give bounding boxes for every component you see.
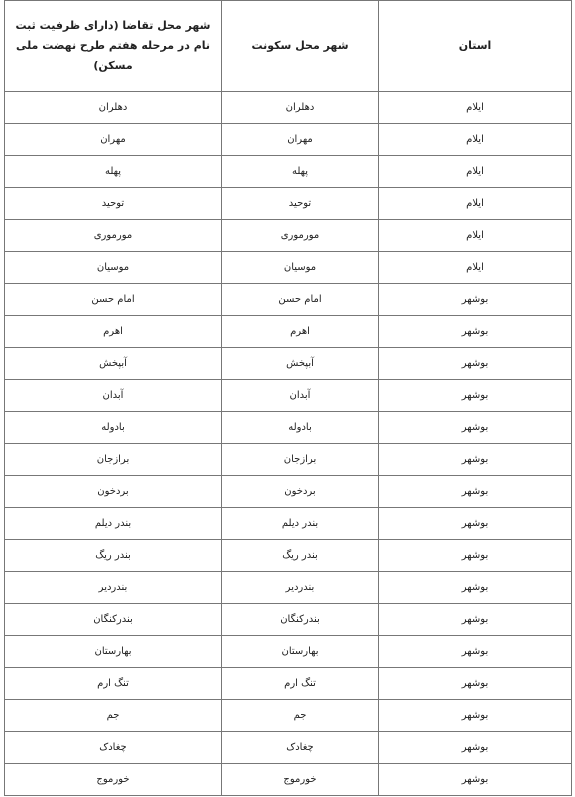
cell-request-city: تنگ ارم [5,668,222,700]
table-row [5,348,572,380]
cell-residence-city: دهلران [222,92,379,124]
cell-residence-city: مهران [222,124,379,156]
table-row [5,540,572,572]
cell-residence-city: برازجان [222,444,379,476]
cell-request-city: مورموری [5,220,222,252]
cell-request-city: توحید [5,188,222,220]
cell-residence-city: امام حسن [222,284,379,316]
cell-province: بوشهر [379,540,572,572]
cell-request-city: آبدان [5,380,222,412]
cell-province: بوشهر [379,316,572,348]
cell-residence-city: جم [222,700,379,732]
table-row [5,92,572,124]
cell-residence-city: بادوله [222,412,379,444]
cell-residence-city: پهله [222,156,379,188]
cell-request-city: بادوله [5,412,222,444]
cell-request-city: بندردیر [5,572,222,604]
table-row [5,604,572,636]
cell-residence-city: بردخون [222,476,379,508]
cell-residence-city: خورموج [222,764,379,796]
cell-province: ایلام [379,92,572,124]
table-row [5,764,572,796]
cell-residence-city: چغادک [222,732,379,764]
table-row [5,252,572,284]
table-row [5,380,572,412]
cell-province: بوشهر [379,732,572,764]
cell-request-city: برازجان [5,444,222,476]
cell-residence-city: تنگ ارم [222,668,379,700]
header-province: استان [379,1,572,92]
cell-residence-city: آبپخش [222,348,379,380]
cell-residence-city: بندر دیلم [222,508,379,540]
cell-request-city: بندرکنگان [5,604,222,636]
cities-table [4,0,572,796]
cell-province: بوشهر [379,444,572,476]
cell-request-city: بهارستان [5,636,222,668]
cell-province: بوشهر [379,668,572,700]
cell-request-city: بردخون [5,476,222,508]
table-row [5,508,572,540]
cell-request-city: امام حسن [5,284,222,316]
cell-residence-city: مورموری [222,220,379,252]
cell-province: بوشهر [379,380,572,412]
cell-residence-city: بندر ریگ [222,540,379,572]
cell-residence-city: آبدان [222,380,379,412]
cell-request-city: بندر ریگ [5,540,222,572]
cell-residence-city: توحید [222,188,379,220]
cell-residence-city: موسیان [222,252,379,284]
cell-province: بوشهر [379,476,572,508]
cell-request-city: اهرم [5,316,222,348]
header-request-city: شهر محل تقاضا (دارای ظرفیت ثبت نام در مرحله هفتم طرح نهضت ملی مسکن) [5,1,222,92]
table-row [5,636,572,668]
header-residence-city: شهر محل سکونت [222,1,379,92]
cell-residence-city: بندردیر [222,572,379,604]
cell-province: ایلام [379,252,572,284]
cell-province: ایلام [379,188,572,220]
table-body [5,92,572,796]
table-row [5,124,572,156]
cell-residence-city: اهرم [222,316,379,348]
cell-province: بوشهر [379,572,572,604]
cell-request-city: جم [5,700,222,732]
table-row [5,284,572,316]
cell-province: بوشهر [379,636,572,668]
cell-request-city: دهلران [5,92,222,124]
cell-residence-city: بهارستان [222,636,379,668]
cell-province: بوشهر [379,508,572,540]
table-row [5,476,572,508]
table-header-row [5,1,572,92]
cell-request-city: چغادک [5,732,222,764]
table-row [5,156,572,188]
table-row [5,412,572,444]
table-row [5,316,572,348]
table-row [5,220,572,252]
cell-province: ایلام [379,124,572,156]
cell-province: ایلام [379,220,572,252]
cell-request-city: آبپخش [5,348,222,380]
table-row [5,668,572,700]
cell-province: ایلام [379,156,572,188]
cell-request-city: خورموج [5,764,222,796]
cell-request-city: پهله [5,156,222,188]
cell-province: بوشهر [379,604,572,636]
table-row [5,732,572,764]
cell-province: بوشهر [379,700,572,732]
cell-province: بوشهر [379,284,572,316]
cell-province: بوشهر [379,348,572,380]
cell-residence-city: بندرکنگان [222,604,379,636]
table-row [5,700,572,732]
cell-request-city: مهران [5,124,222,156]
cell-province: بوشهر [379,412,572,444]
table-row [5,572,572,604]
cell-province: بوشهر [379,764,572,796]
table-row [5,188,572,220]
cell-request-city: بندر دیلم [5,508,222,540]
cell-request-city: موسیان [5,252,222,284]
table-row [5,444,572,476]
